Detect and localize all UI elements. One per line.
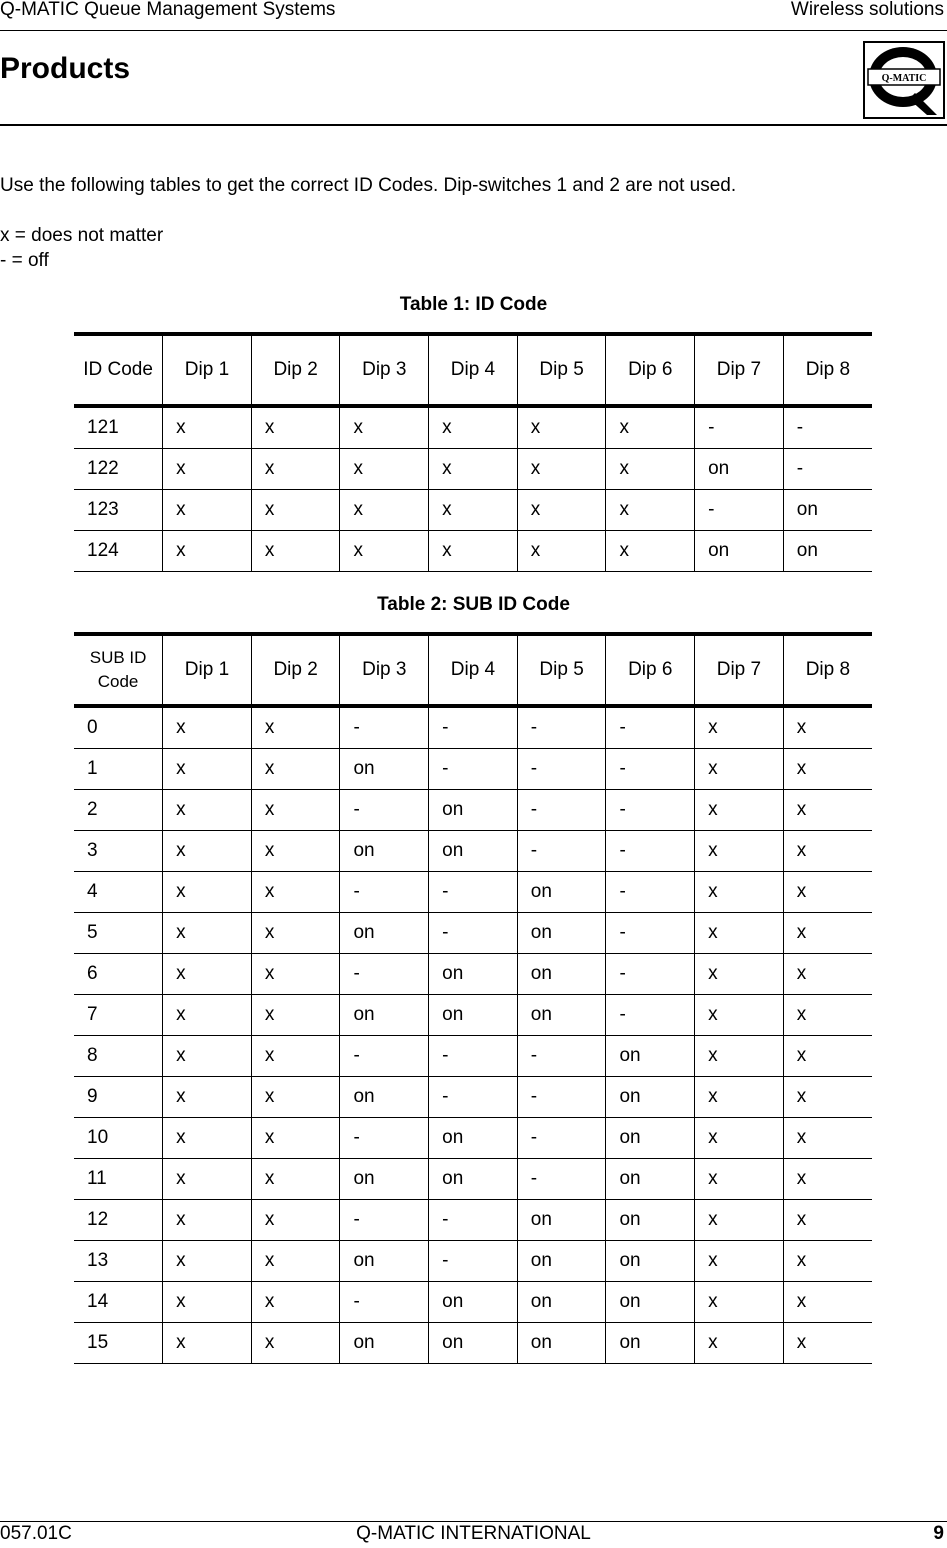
legend-line-x: x = does not matter — [0, 225, 164, 246]
dip-cell: x — [695, 831, 784, 872]
table-row — [74, 449, 872, 490]
table-row — [74, 831, 872, 872]
dip-cell: x — [163, 490, 252, 531]
table-row — [74, 913, 872, 954]
table2-col-header: Dip 3 — [340, 634, 429, 706]
table-row — [74, 1118, 872, 1159]
dip-cell: - — [340, 1036, 429, 1077]
code-cell: 9 — [74, 1077, 163, 1118]
dip-cell: on — [606, 1200, 695, 1241]
code-cell: 10 — [74, 1118, 163, 1159]
table2-col-header: Dip 4 — [429, 634, 518, 706]
dip-cell: x — [163, 531, 252, 572]
table2-body — [74, 706, 872, 1364]
dip-cell: x — [163, 1241, 252, 1282]
table2-col-header: Dip 1 — [163, 634, 252, 706]
dip-cell: x — [163, 1077, 252, 1118]
dip-cell: x — [606, 490, 695, 531]
dip-cell: - — [517, 1077, 606, 1118]
dip-cell: x — [783, 1118, 872, 1159]
table2-col-header: Dip 7 — [695, 634, 784, 706]
dip-cell: x — [606, 531, 695, 572]
table1-col-header: Dip 5 — [517, 334, 606, 406]
code-cell: 5 — [74, 913, 163, 954]
code-cell: 2 — [74, 790, 163, 831]
code-cell: 0 — [74, 706, 163, 749]
dip-cell: x — [695, 1159, 784, 1200]
dip-cell: x — [606, 449, 695, 490]
dip-cell: on — [517, 872, 606, 913]
dip-cell: - — [429, 872, 518, 913]
code-cell: 1 — [74, 749, 163, 790]
dip-cell: x — [695, 706, 784, 749]
legend-line-off: - = off — [0, 250, 49, 271]
dip-cell: - — [340, 790, 429, 831]
table-row — [74, 749, 872, 790]
code-cell: 124 — [74, 531, 163, 572]
title-divider — [0, 124, 947, 126]
dip-cell: x — [251, 1036, 340, 1077]
dip-cell: - — [517, 749, 606, 790]
dip-cell: - — [606, 995, 695, 1036]
q-matic-logo — [863, 41, 945, 119]
dip-cell: x — [695, 1118, 784, 1159]
dip-cell: x — [163, 706, 252, 749]
table1-body — [74, 406, 872, 572]
dip-cell: - — [606, 831, 695, 872]
dip-cell: x — [251, 406, 340, 449]
page-number: 9 — [933, 1523, 944, 1544]
dip-cell: - — [340, 1282, 429, 1323]
dip-cell: - — [340, 872, 429, 913]
dip-cell: on — [517, 954, 606, 995]
dip-cell: - — [606, 913, 695, 954]
table-row — [74, 1036, 872, 1077]
dip-cell: - — [340, 1200, 429, 1241]
dip-cell: x — [783, 913, 872, 954]
table-row — [74, 1200, 872, 1241]
dip-cell: x — [783, 995, 872, 1036]
dip-cell: - — [429, 1036, 518, 1077]
page-title: Products — [0, 52, 131, 85]
dip-cell: x — [163, 872, 252, 913]
dip-cell: on — [340, 1323, 429, 1364]
dip-cell: x — [163, 1282, 252, 1323]
dip-cell: on — [340, 1241, 429, 1282]
table1-col-header: Dip 2 — [251, 334, 340, 406]
logo-text: Q-MATIC — [881, 73, 927, 84]
dip-cell: x — [783, 1077, 872, 1118]
dip-cell: on — [429, 831, 518, 872]
dip-cell: on — [340, 995, 429, 1036]
table-row — [74, 790, 872, 831]
dip-cell: x — [163, 1323, 252, 1364]
dip-cell: x — [695, 995, 784, 1036]
dip-cell: x — [251, 913, 340, 954]
dip-cell: x — [783, 872, 872, 913]
dip-cell: x — [695, 1323, 784, 1364]
dip-cell: - — [340, 1118, 429, 1159]
dip-cell: on — [429, 1118, 518, 1159]
code-cell: 13 — [74, 1241, 163, 1282]
dip-cell: x — [163, 1159, 252, 1200]
dip-cell: x — [340, 490, 429, 531]
dip-cell: - — [606, 706, 695, 749]
table2-header-row — [74, 634, 872, 706]
code-cell: 14 — [74, 1282, 163, 1323]
dip-cell: x — [251, 1118, 340, 1159]
dip-cell: - — [695, 406, 784, 449]
dip-cell: x — [251, 1241, 340, 1282]
dip-cell: x — [251, 1077, 340, 1118]
intro-text: Use the following tables to get the correct ID Codes. Dip-switches 1 and 2 are not used. — [0, 175, 737, 196]
dip-cell: - — [606, 790, 695, 831]
dip-cell: on — [606, 1241, 695, 1282]
dip-cell: x — [783, 706, 872, 749]
code-cell: 15 — [74, 1323, 163, 1364]
dip-cell: x — [251, 1282, 340, 1323]
table-row — [74, 531, 872, 572]
dip-cell: x — [517, 406, 606, 449]
id-code-table — [74, 332, 872, 572]
code-cell: 7 — [74, 995, 163, 1036]
dip-cell: on — [340, 913, 429, 954]
dip-cell: x — [251, 449, 340, 490]
dip-cell: on — [783, 531, 872, 572]
dip-cell: x — [695, 872, 784, 913]
footer-divider — [0, 1521, 947, 1522]
dip-cell: x — [695, 1241, 784, 1282]
table-row — [74, 954, 872, 995]
dip-cell: x — [251, 831, 340, 872]
dip-cell: x — [783, 954, 872, 995]
dip-cell: on — [340, 749, 429, 790]
code-cell: 121 — [74, 406, 163, 449]
table-row — [74, 995, 872, 1036]
table2-caption: Table 2: SUB ID Code — [377, 594, 570, 615]
dip-cell: on — [606, 1077, 695, 1118]
dip-cell: - — [429, 706, 518, 749]
code-cell: 12 — [74, 1200, 163, 1241]
dip-cell: x — [517, 531, 606, 572]
table1-caption: Table 1: ID Code — [399, 294, 548, 315]
dip-cell: on — [517, 1200, 606, 1241]
dip-cell: - — [783, 406, 872, 449]
dip-cell: x — [695, 1200, 784, 1241]
table-row — [74, 1323, 872, 1364]
dip-cell: x — [163, 449, 252, 490]
dip-cell: on — [606, 1159, 695, 1200]
dip-cell: - — [429, 1077, 518, 1118]
dip-cell: on — [340, 1077, 429, 1118]
dip-cell: x — [695, 1077, 784, 1118]
dip-cell: x — [606, 406, 695, 449]
dip-cell: - — [517, 1036, 606, 1077]
dip-cell: x — [251, 1323, 340, 1364]
table-row — [74, 1077, 872, 1118]
dip-cell: - — [606, 749, 695, 790]
dip-cell: x — [695, 1282, 784, 1323]
dip-cell: - — [340, 954, 429, 995]
dip-cell: x — [251, 1159, 340, 1200]
running-header-right: Wireless solutions — [790, 0, 944, 20]
table-row — [74, 406, 872, 449]
document-number: 057.01C — [0, 1523, 72, 1544]
dip-cell: on — [429, 995, 518, 1036]
dip-cell: x — [783, 749, 872, 790]
dip-cell: on — [517, 913, 606, 954]
table1-col-header: Dip 7 — [695, 334, 784, 406]
code-cell: 8 — [74, 1036, 163, 1077]
table-row — [74, 490, 872, 531]
dip-cell: on — [340, 1159, 429, 1200]
table1-col-header: Dip 6 — [606, 334, 695, 406]
dip-cell: on — [429, 1323, 518, 1364]
dip-cell: on — [695, 449, 784, 490]
dip-cell: x — [340, 531, 429, 572]
dip-cell: x — [783, 831, 872, 872]
dip-cell: on — [429, 954, 518, 995]
dip-cell: x — [783, 1200, 872, 1241]
dip-cell: x — [429, 531, 518, 572]
sub-id-code-table — [74, 632, 872, 1364]
dip-cell: x — [163, 406, 252, 449]
dip-cell: - — [695, 490, 784, 531]
dip-cell: - — [429, 1200, 518, 1241]
dip-cell: on — [429, 1159, 518, 1200]
table2-col-header: Dip 8 — [783, 634, 872, 706]
header-divider — [0, 30, 947, 31]
dip-cell: - — [606, 872, 695, 913]
code-cell: 11 — [74, 1159, 163, 1200]
table-row — [74, 872, 872, 913]
dip-cell: x — [429, 490, 518, 531]
dip-cell: - — [429, 749, 518, 790]
dip-cell: on — [695, 531, 784, 572]
dip-cell: - — [429, 1241, 518, 1282]
table-row — [74, 1241, 872, 1282]
dip-cell: - — [429, 913, 518, 954]
table-row — [74, 1159, 872, 1200]
dip-cell: x — [695, 1036, 784, 1077]
dip-cell: on — [517, 995, 606, 1036]
code-cell: 6 — [74, 954, 163, 995]
table2-col-header: Dip 5 — [517, 634, 606, 706]
dip-cell: x — [783, 1036, 872, 1077]
dip-cell: x — [429, 406, 518, 449]
dip-cell: x — [163, 790, 252, 831]
dip-cell: x — [251, 706, 340, 749]
dip-cell: x — [695, 749, 784, 790]
table1-header-row — [74, 334, 872, 406]
dip-cell: on — [517, 1282, 606, 1323]
dip-cell: x — [783, 1241, 872, 1282]
code-cell: 4 — [74, 872, 163, 913]
dip-cell: - — [517, 790, 606, 831]
dip-cell: on — [517, 1323, 606, 1364]
dip-cell: x — [251, 872, 340, 913]
dip-cell: on — [429, 790, 518, 831]
code-cell: 123 — [74, 490, 163, 531]
code-cell: 3 — [74, 831, 163, 872]
dip-cell: x — [783, 1323, 872, 1364]
table1-col-header: Dip 8 — [783, 334, 872, 406]
table1-col-header: ID Code — [74, 334, 163, 406]
dip-cell: - — [340, 706, 429, 749]
dip-cell: x — [163, 995, 252, 1036]
dip-cell: x — [340, 449, 429, 490]
dip-cell: x — [163, 1118, 252, 1159]
dip-cell: on — [606, 1282, 695, 1323]
dip-cell: x — [783, 790, 872, 831]
dip-cell: on — [429, 1282, 518, 1323]
dip-cell: x — [251, 995, 340, 1036]
dip-cell: on — [606, 1118, 695, 1159]
table-row — [74, 706, 872, 749]
dip-cell: x — [163, 831, 252, 872]
dip-cell: x — [517, 449, 606, 490]
table2-col-header: Dip 2 — [251, 634, 340, 706]
dip-cell: on — [340, 831, 429, 872]
dip-cell: x — [340, 406, 429, 449]
running-header-left: Q-MATIC Queue Management Systems — [0, 0, 336, 20]
dip-cell: on — [606, 1036, 695, 1077]
dip-cell: x — [695, 954, 784, 995]
dip-cell: x — [163, 1200, 252, 1241]
dip-cell: x — [251, 790, 340, 831]
dip-cell: - — [517, 706, 606, 749]
dip-cell: x — [251, 749, 340, 790]
dip-cell: x — [695, 913, 784, 954]
dip-cell: x — [163, 749, 252, 790]
dip-cell: - — [517, 1118, 606, 1159]
table2-col-header: Dip 6 — [606, 634, 695, 706]
dip-cell: x — [783, 1159, 872, 1200]
dip-cell: - — [606, 954, 695, 995]
table2-col-header: SUB ID Code — [74, 634, 163, 706]
table1-col-header: Dip 3 — [340, 334, 429, 406]
code-cell: 122 — [74, 449, 163, 490]
dip-cell: on — [517, 1241, 606, 1282]
dip-cell: on — [606, 1323, 695, 1364]
dip-cell: x — [429, 449, 518, 490]
dip-cell: x — [163, 913, 252, 954]
footer-company: Q-MATIC INTERNATIONAL — [356, 1523, 591, 1544]
dip-cell: x — [163, 954, 252, 995]
dip-cell: - — [517, 831, 606, 872]
dip-cell: x — [251, 490, 340, 531]
dip-cell: - — [517, 1159, 606, 1200]
dip-cell: x — [163, 1036, 252, 1077]
dip-cell: on — [783, 490, 872, 531]
dip-cell: - — [783, 449, 872, 490]
table1-col-header: Dip 1 — [163, 334, 252, 406]
table1-col-header: Dip 4 — [429, 334, 518, 406]
dip-cell: x — [695, 790, 784, 831]
dip-cell: x — [783, 1282, 872, 1323]
dip-cell: x — [251, 531, 340, 572]
dip-cell: x — [251, 954, 340, 995]
dip-cell: x — [517, 490, 606, 531]
dip-cell: x — [251, 1200, 340, 1241]
table-row — [74, 1282, 872, 1323]
